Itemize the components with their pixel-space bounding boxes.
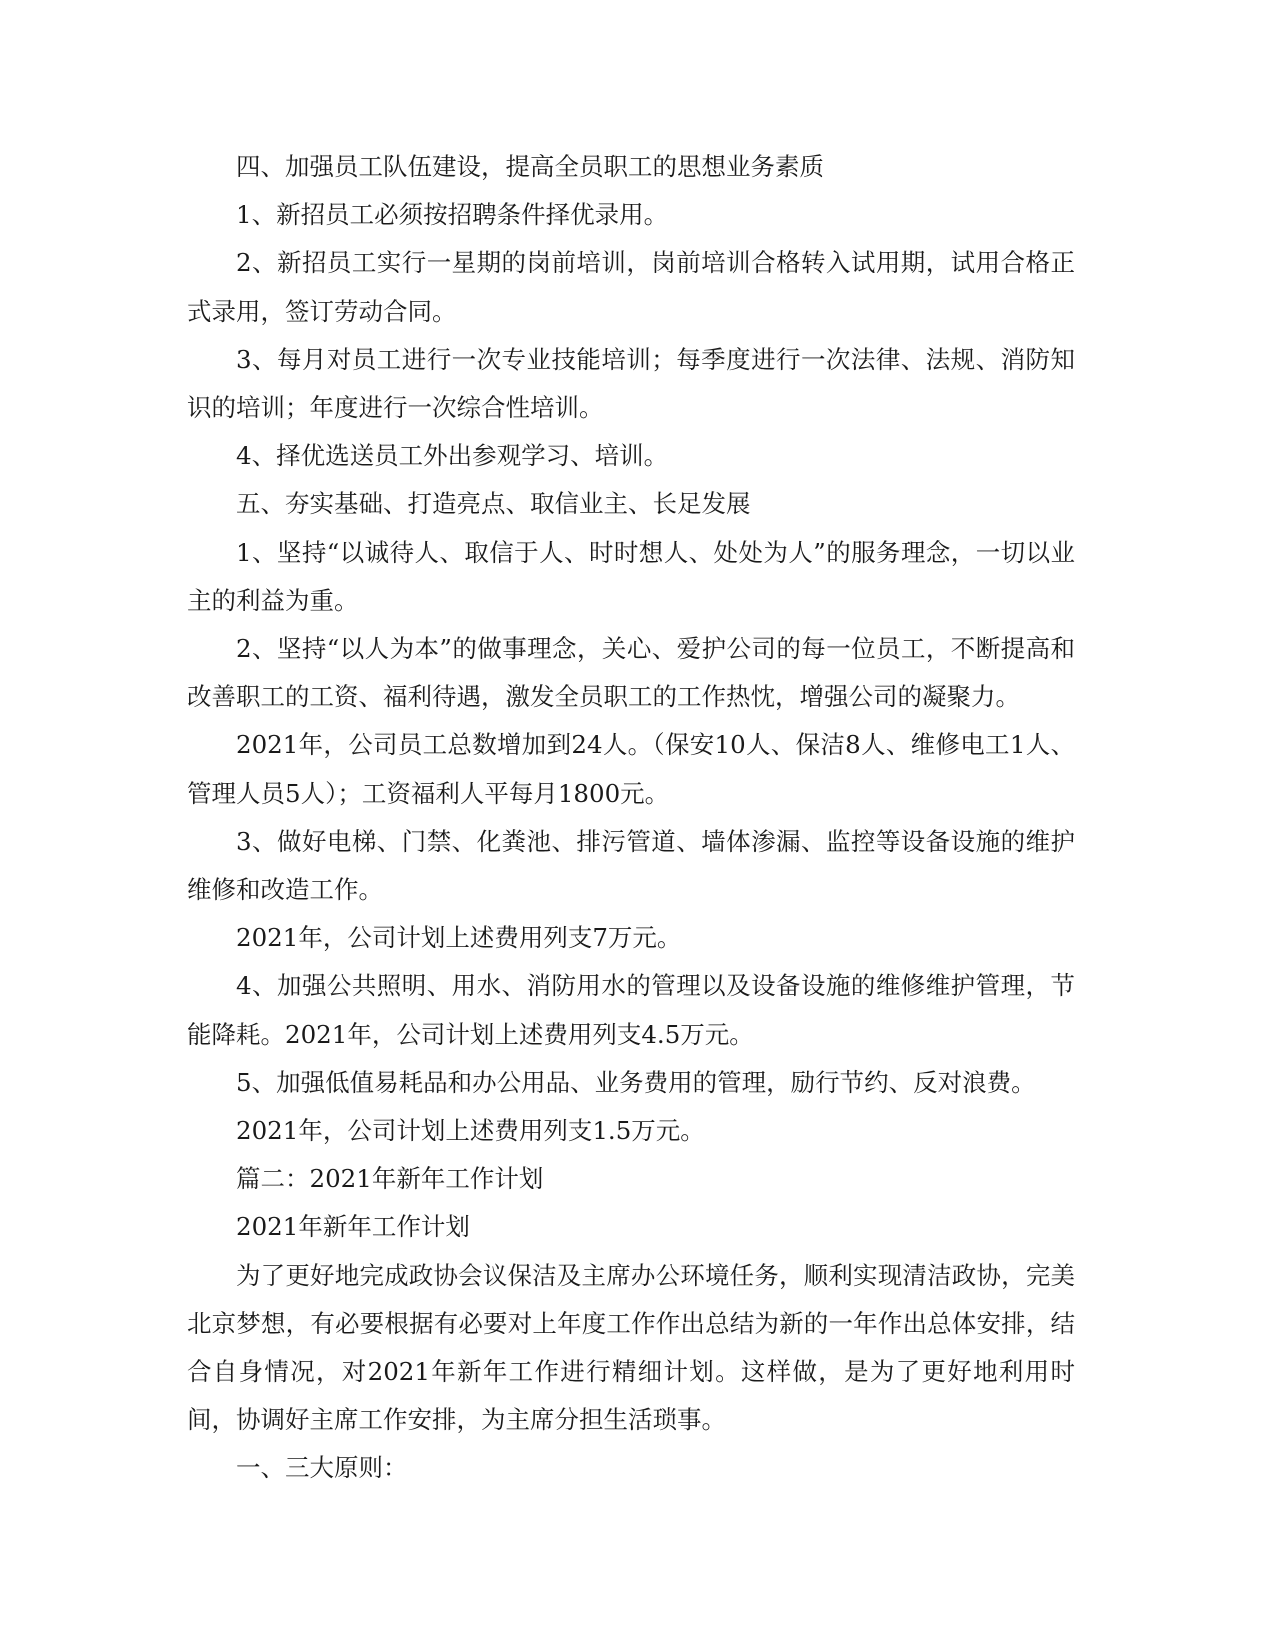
paragraph: 4、择优选送员工外出参观学习、培训。 [236, 441, 669, 471]
paragraph: 1、新招员工必须按招聘条件择优录用。 [236, 200, 669, 230]
paragraph: 2021年，公司员工总数增加到24人。（保安10人、保洁8人、维修电工1人、管理人员5人）；工资福利人平每月1800元。 [187, 730, 1075, 808]
paragraph: 3、做好电梯、门禁、化粪池、排污管道、墙体渗漏、监控等设备设施的维护维修和改造工作。 [187, 826, 1075, 905]
paragraph: 4、加强公共照明、用水、消防用水的管理以及设备设施的维修维护管理，节能降耗。2021年，公司计划上述费用列支4.5万元。 [187, 971, 1075, 1049]
section-heading-one: 一、三大原则： [236, 1453, 408, 1483]
paragraph: 2021年，公司计划上述费用列支1.5万元。 [236, 1116, 705, 1146]
section-heading-four: 四、加强员工队伍建设，提高全员职工的思想业务素质 [236, 152, 824, 181]
chapter-heading: 篇二：2021年新年工作计划 [236, 1164, 544, 1194]
paragraph: 1、坚持“以诚待人、取信于人、时时想人、处处为人”的服务理念，一切以业主的利益为重。 [187, 537, 1075, 615]
paragraph: 5、加强低值易耗品和办公用品、业务费用的管理，励行节约、反对浪费。 [236, 1067, 1036, 1097]
paragraph: 2021年，公司计划上述费用列支7万元。 [236, 923, 682, 953]
chapter-title: 2021年新年工作计划 [236, 1212, 470, 1242]
section-heading-five: 五、夯实基础、打造亮点、取信业主、长足发展 [236, 489, 751, 519]
paragraph: 2、坚持“以人为本”的做事理念，关心、爱护公司的每一位员工，不断提高和改善职工的工资、福利待遇，激发全员职工的工作热忱，增强公司的凝聚力。 [187, 634, 1075, 712]
paragraph: 为了更好地完成政协会议保洁及主席办公环境任务，顺利实现清洁政协，完美北京梦想，有必要根据有必要对上年度工作作出总结为新的一年作出总体安排，结合自身情况，对2021年新年工作进行精细计划。这样做，是为了更好地利用时间，协调好主席工作安排，为主席分担生活琐事。 [187, 1260, 1075, 1435]
document-body [187, 143, 1075, 1493]
paragraph: 2、新招员工实行一星期的岗前培训，岗前培训合格转入试用期，试用合格正式录用，签订劳动合同。 [187, 248, 1075, 326]
paragraph: 3、每月对员工进行一次专业技能培训；每季度进行一次法律、法规、消防知识的培训；年度进行一次综合性培训。 [187, 344, 1075, 423]
